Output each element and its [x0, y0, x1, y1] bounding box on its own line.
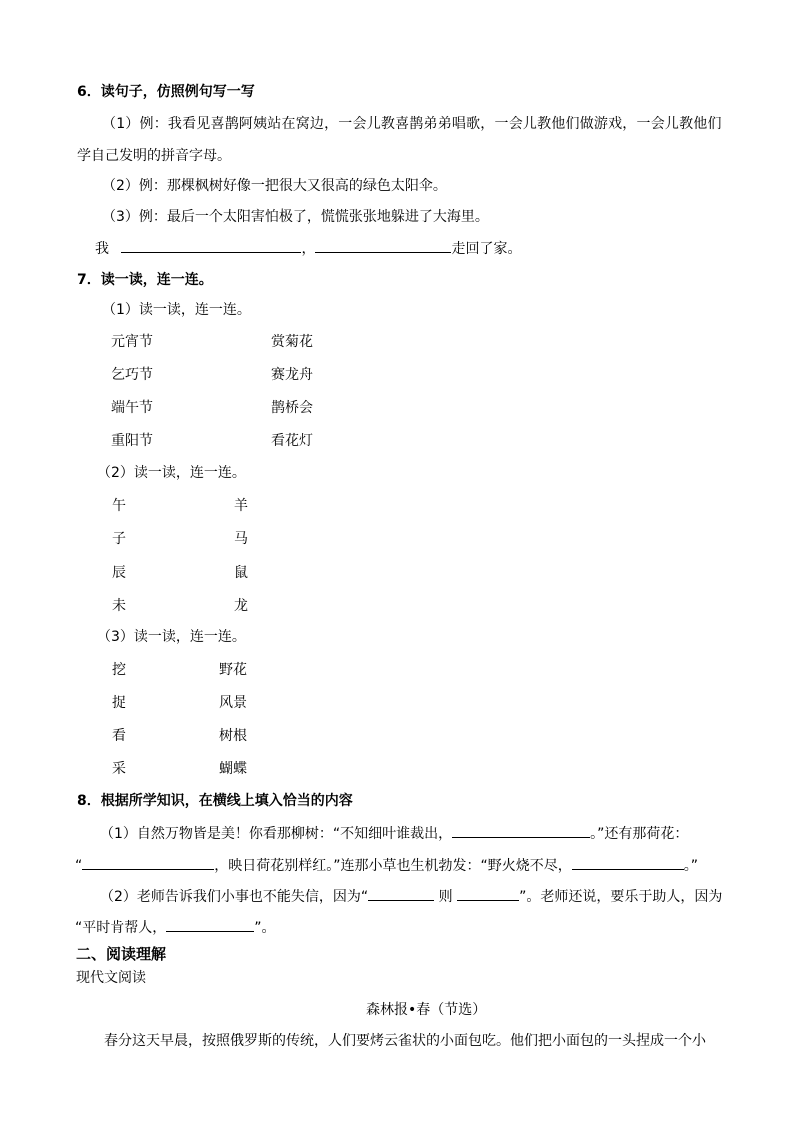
q8-p1-text-c: “ [75, 858, 83, 874]
q8-blank-3[interactable] [572, 855, 684, 870]
q7-part3-left-item[interactable]: 看 [112, 728, 126, 744]
q7-part3-label: （3）读一读，连一连。 [97, 629, 246, 645]
q8-p2-text-e: ”。 [254, 920, 276, 936]
q8-blank-4[interactable] [368, 886, 434, 901]
q8-p2-text-c: ”。老师还说，要乐于助人，因为 [519, 889, 723, 905]
q6-fill-comma: ， [301, 241, 316, 257]
q7-part2-left-item[interactable]: 子 [112, 531, 126, 547]
q7-part2-left-item[interactable]: 辰 [112, 565, 126, 581]
q6-blank-2[interactable] [315, 238, 451, 253]
q7-part3-right-item[interactable]: 风景 [219, 695, 247, 711]
q8-blank-1[interactable] [452, 823, 590, 838]
section-subheading: 现代文阅读 [76, 970, 146, 986]
passage-title: 森林报•春（节选） [366, 1002, 487, 1018]
q7-part1-left-item[interactable]: 端午节 [111, 400, 153, 416]
q7-part1-right-item[interactable]: 鹊桥会 [271, 400, 313, 416]
q7-part2-label: （2）读一读，连一连。 [97, 465, 246, 481]
q7-part1-label: （1）读一读，连一连。 [102, 302, 251, 318]
q7-part3-right-item[interactable]: 树根 [219, 728, 247, 744]
q7-part1-right-item[interactable]: 赛龙舟 [271, 367, 313, 383]
q7-title: 7．读一读，连一连。 [77, 272, 213, 288]
q8-p1-text-d: ，映日荷花别样红。”连那小草也生机勃发：“野火烧不尽， [214, 858, 572, 874]
q8-part2-line2 [75, 917, 276, 938]
q7-part3-left-item[interactable]: 采 [112, 761, 126, 777]
q8-part2-line1 [100, 886, 722, 907]
q7-part2-right-item[interactable]: 马 [234, 531, 248, 547]
q6-fill-line [95, 238, 521, 259]
section-heading: 二、阅读理解 [76, 945, 167, 963]
q6-fill-start: 我 [95, 241, 109, 257]
q8-p1-text-a: （1）自然万物皆是美！你看那柳树：“不知细叶谁裁出， [100, 826, 453, 842]
passage-line-1: 春分这天早晨，按照俄罗斯的传统，人们要烤云雀状的小面包吃。他们把小面包的一头捏成一个小 [104, 1033, 706, 1049]
q7-part2-right-item[interactable]: 鼠 [234, 565, 248, 581]
q8-blank-6[interactable] [166, 917, 254, 932]
q7-part1-right-item[interactable]: 看花灯 [271, 433, 313, 449]
q8-blank-5[interactable] [457, 886, 519, 901]
q6-example2: （2）例：那棵枫树好像一把很大又很高的绿色太阳伞。 [102, 178, 447, 194]
q7-part3-right-item[interactable]: 野花 [219, 662, 247, 678]
q8-part1-line1 [100, 823, 688, 844]
q6-example3: （3）例：最后一个太阳害怕极了，慌慌张张地躲进了大海里。 [102, 209, 489, 225]
q7-part2-right-item[interactable]: 羊 [234, 498, 248, 514]
q7-part3-left-item[interactable]: 挖 [112, 662, 126, 678]
q7-part2-left-item[interactable]: 午 [112, 498, 126, 514]
q7-part1-right-item[interactable]: 赏菊花 [271, 334, 313, 350]
q7-part2-right-item[interactable]: 龙 [234, 598, 248, 614]
q8-title: 8．根据所学知识，在横线上填入恰当的内容 [77, 793, 353, 809]
q7-part1-left-item[interactable]: 重阳节 [111, 433, 153, 449]
q7-part1-left-item[interactable]: 元宵节 [111, 334, 153, 350]
q7-part2-left-item[interactable]: 未 [112, 598, 126, 614]
q6-fill-end: 走回了家。 [451, 241, 522, 257]
q8-p2-text-b: 则 [438, 889, 453, 905]
q6-example1-line2: 学自己发明的拼音字母。 [77, 148, 231, 164]
q6-title: 6．读句子，仿照例句写一写 [77, 84, 255, 100]
q8-p1-text-b: 。”还有那荷花： [590, 826, 689, 842]
q6-blank-1[interactable] [121, 238, 301, 253]
q8-p1-text-e: 。” [683, 858, 699, 874]
q7-part3-right-item[interactable]: 蝴蝶 [219, 761, 247, 777]
q6-example1-line1: （1）例：我看见喜鹊阿姨站在窝边，一会儿教喜鹊弟弟唱歌，一会儿教他们做游戏，一会儿教他们 [102, 116, 722, 132]
q7-part1-left-item[interactable]: 乞巧节 [111, 367, 153, 383]
q8-p2-text-d: “平时肯帮人， [75, 920, 167, 936]
q8-part1-line2 [75, 855, 698, 876]
q7-part3-left-item[interactable]: 捉 [112, 695, 126, 711]
q8-p2-text-a: （2）老师告诉我们小事也不能失信，因为“ [100, 889, 369, 905]
q8-blank-2[interactable] [82, 855, 214, 870]
